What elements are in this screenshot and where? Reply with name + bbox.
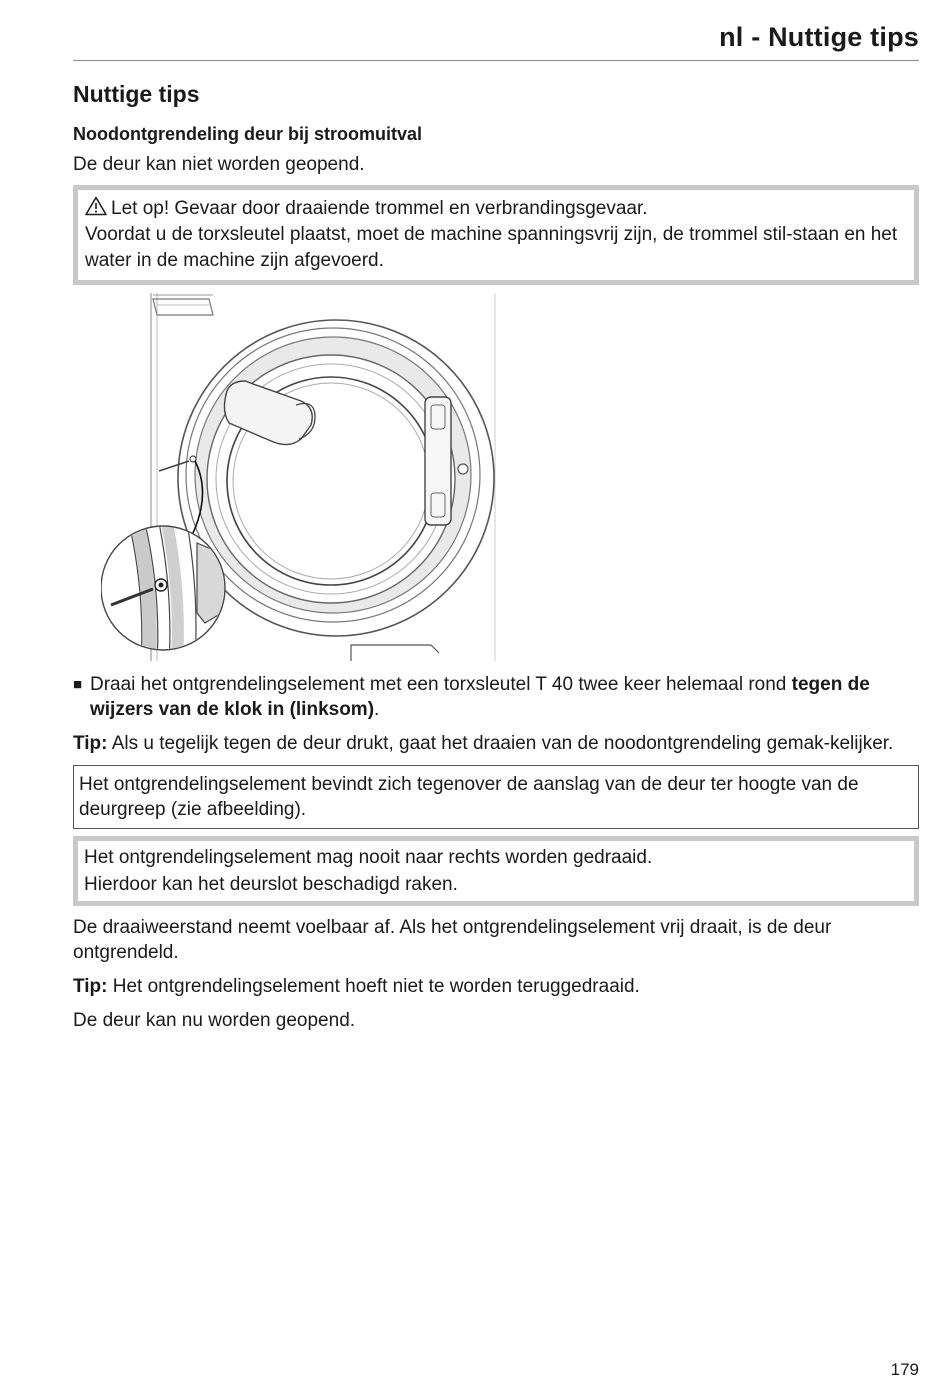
page-header (73, 18, 919, 61)
washer-door-illustration (101, 293, 497, 661)
instruction-item (73, 672, 919, 722)
info-box (73, 765, 919, 829)
warning-line-2: Voordat u de torxsleutel plaatst, moet de machine spanningsvrij zijn, de trommel stil-staan en het water in de machine zijn afgevoerd. (85, 224, 898, 271)
bullet-marker: ■ (73, 676, 83, 693)
tip-2-text: Het ontgrendelingselement hoeft niet te worden teruggedraaid. (107, 976, 640, 997)
tip-1-text: Als u tegelijk tegen de deur drukt, gaat het draaien van de noodontgrendeling gemak-kelijker. (107, 733, 894, 754)
instruction-end: . (374, 699, 380, 720)
warning-line-1 (85, 196, 906, 222)
instruction-main: Draai het ontgrendelingselement met een torxsleutel T 40 twee keer helemaal rond (90, 674, 792, 695)
warning-box (73, 185, 919, 285)
note-line-2: Hierdoor kan het deurslot beschadigd raken. (84, 874, 458, 895)
tip-2-label: Tip: (73, 976, 108, 997)
tip-1 (73, 731, 919, 756)
note-line-1: Het ontgrendelingselement mag nooit naar rechts worden gedraaid. (84, 847, 653, 868)
section-title: Nuttige tips (73, 81, 200, 107)
intro-text: De deur kan niet worden geopend. (73, 154, 365, 175)
header-title: nl - Nuttige tips (719, 22, 919, 52)
note-box (73, 836, 919, 906)
page-content (73, 80, 919, 1033)
result-text: De draaiweerstand neemt voelbaar af. Als het ontgrendelingselement vrij draait, is de deur ontgrendeld. (73, 917, 832, 963)
instruction-text (90, 672, 919, 722)
washer-door-drawing (101, 293, 497, 661)
page-number: 179 (890, 1360, 919, 1379)
info-text: Het ontgrendelingselement bevindt zich tegenover de aanslag van de deur ter hoogte van de deurgreep (zie afbeelding). (79, 774, 859, 820)
tip-1-label: Tip: (73, 733, 108, 754)
warning-line-1-text: Let op! Gevaar door draaiende trommel en verbrandingsgevaar. (111, 198, 648, 219)
instruction-bold: tegen de wijzers van de klok in (linksom) (90, 674, 870, 720)
warning-triangle-icon (85, 196, 107, 216)
section-subtitle: Noodontgrendeling deur bij stroomuitval (73, 124, 422, 144)
final-text: De deur kan nu worden geopend. (73, 1010, 356, 1031)
tip-2 (73, 974, 919, 999)
